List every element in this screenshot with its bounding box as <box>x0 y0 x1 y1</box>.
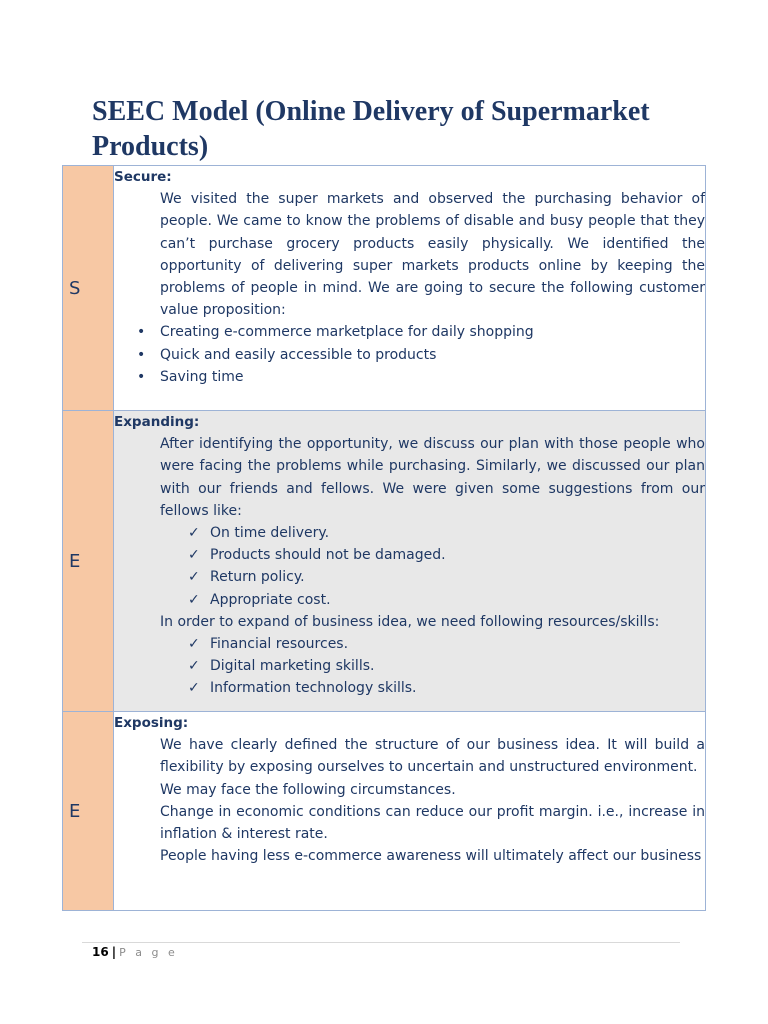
row-letter: S <box>69 277 81 299</box>
list-item-text: Financial resources. <box>210 636 349 653</box>
list-item-text: Information technology skills. <box>210 680 417 697</box>
row-exposing <box>63 712 706 911</box>
page-footer <box>92 943 178 962</box>
check-icon: ✓ <box>188 658 200 675</box>
section-paragraph: We have clearly defined the structure of our business idea. It will build a flexibility by exposing ourselves to uncertain and unstructured environment. <box>160 737 705 776</box>
content-cell-secure <box>114 166 706 411</box>
section-paragraph: We visited the super markets and observed the purchasing behavior of people. We came to know the problems of disable and busy people that they can’t purchase grocery products easily physically. We identified the opportunity of delivering super markets products online by keeping the problems of people in mind. We are going to secure the following customer value proposition: <box>160 191 705 319</box>
row-secure <box>63 166 706 411</box>
check-icon: ✓ <box>188 680 200 697</box>
list-item <box>188 633 705 655</box>
row-letter: E <box>69 550 81 572</box>
list-item <box>188 566 705 588</box>
letter-cell-e2 <box>63 712 114 911</box>
list-item <box>188 677 705 699</box>
footer-separator: | <box>111 945 117 959</box>
section-line: We may face the following circumstances. <box>160 781 456 798</box>
section-paragraph: After identifying the opportunity, we discuss our plan with those people who were facing the problems while purchasing. Similarly, we discussed our plan with our friends and fellows. We were given some suggestions from our fellows like: <box>160 436 705 519</box>
check-icon: ✓ <box>188 591 200 608</box>
list-item <box>188 589 705 611</box>
section-heading: Secure: <box>114 169 172 185</box>
row-letter: E <box>69 800 81 822</box>
check-list-resources <box>114 633 705 700</box>
page-number: 16 <box>92 945 109 959</box>
section-paragraph-2: In order to expand of business idea, we need following resources/skills: <box>160 613 660 630</box>
check-icon: ✓ <box>188 525 200 542</box>
list-item-text: Digital marketing skills. <box>210 658 375 675</box>
list-item-text: Appropriate cost. <box>210 591 331 608</box>
list-item <box>188 655 705 677</box>
letter-cell-s <box>63 166 114 411</box>
list-item: • Creating e-commerce marketplace for daily shopping <box>137 321 705 343</box>
check-icon: ✓ <box>188 547 200 564</box>
check-icon: ✓ <box>188 636 200 653</box>
list-item <box>188 522 705 544</box>
seec-table <box>62 165 706 911</box>
list-item <box>188 544 705 566</box>
list-item: • Saving time <box>137 366 705 388</box>
check-icon: ✓ <box>188 569 200 586</box>
list-item-text: Return policy. <box>210 569 305 586</box>
section-line: People having less e-commerce awareness will ultimately affect our business <box>160 848 702 865</box>
list-item-text: Products should not be damaged. <box>210 547 446 564</box>
row-expanding <box>63 411 706 712</box>
letter-cell-e1 <box>63 411 114 712</box>
section-heading: Exposing: <box>114 715 189 731</box>
list-item-text: On time delivery. <box>210 525 330 542</box>
bullet-list <box>114 321 705 388</box>
section-line: Change in economic conditions can reduce our profit margin. i.e., increase in inflation & interest rate. <box>160 803 705 843</box>
list-item: • Quick and easily accessible to products <box>137 344 705 366</box>
content-cell-exposing <box>114 712 706 911</box>
content-cell-expanding <box>114 411 706 712</box>
section-heading: Expanding: <box>114 414 200 430</box>
page-label: P a g e <box>119 946 178 959</box>
check-list-suggestions <box>114 522 705 611</box>
page-title: SEEC Model (Online Delivery of Supermarket Products) <box>92 96 650 162</box>
